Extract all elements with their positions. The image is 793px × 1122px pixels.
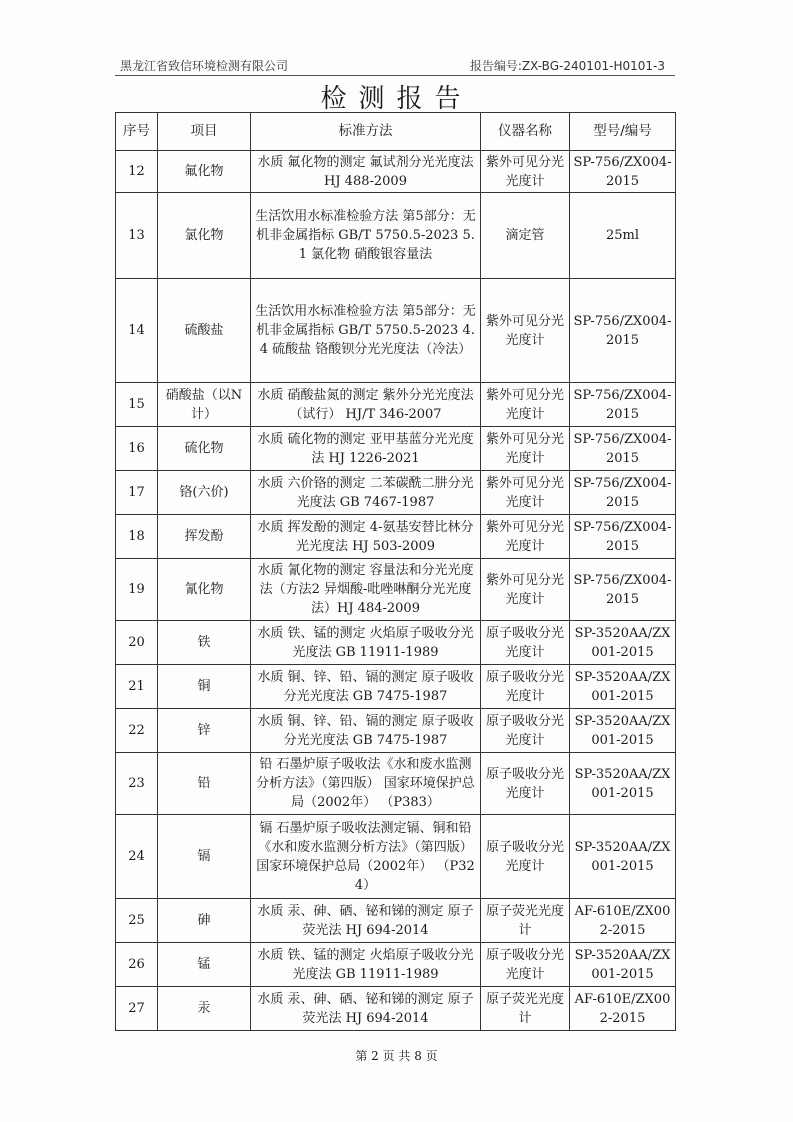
table-row	[116, 279, 676, 383]
company-name: 黑龙江省致信环境检测有限公司	[120, 59, 289, 73]
cell-instrument: 紫外可见分光光度计	[481, 383, 570, 427]
cell-method: 铅 石墨炉原子吸收法《水和废水监测分析方法》（第四版） 国家环境保护总局（2002年） （P383）	[251, 753, 481, 815]
cell-item: 铬(六价)	[158, 471, 251, 515]
cell-model: SP-3520AA/ZX001-2015	[570, 753, 676, 815]
report-number: 报告编号:ZX-BG-240101-H0101-3	[469, 59, 665, 73]
cell-method: 水质 氰化物的测定 容量法和分光光度法（方法2 异烟酸-吡唑啉酮分光光度法）HJ 484-2009	[251, 559, 481, 621]
cell-no: 19	[116, 559, 158, 621]
cell-method: 生活饮用水标准检验方法 第5部分：无机非金属指标 GB/T 5750.5-2023 5.1 氯化物 硝酸银容量法	[251, 193, 481, 279]
cell-no: 16	[116, 427, 158, 471]
cell-item: 铅	[158, 753, 251, 815]
cell-no: 24	[116, 815, 158, 899]
cell-no: 18	[116, 515, 158, 559]
cell-instrument: 紫外可见分光光度计	[481, 559, 570, 621]
cell-no: 17	[116, 471, 158, 515]
table-row	[116, 987, 676, 1031]
report-table	[115, 112, 676, 1031]
cell-model: SP-3520AA/ZX001-2015	[570, 943, 676, 987]
cell-model: SP-756/ZX004-2015	[570, 151, 676, 193]
cell-method: 水质 硝酸盐氮的测定 紫外分光光度法（试行） HJ/T 346-2007	[251, 383, 481, 427]
cell-no: 22	[116, 709, 158, 753]
cell-model: AF-610E/ZX002-2015	[570, 987, 676, 1031]
cell-method: 水质 挥发酚的测定 4-氨基安替比林分光光度法 HJ 503-2009	[251, 515, 481, 559]
table-row	[116, 383, 676, 427]
cell-model: SP-3520AA/ZX001-2015	[570, 709, 676, 753]
header-item: 项目	[158, 113, 251, 151]
cell-item: 汞	[158, 987, 251, 1031]
table-row	[116, 515, 676, 559]
cell-no: 15	[116, 383, 158, 427]
cell-instrument: 原子荧光光度计	[481, 899, 570, 943]
cell-no: 26	[116, 943, 158, 987]
cell-method: 水质 汞、砷、硒、铋和锑的测定 原子荧光法 HJ 694-2014	[251, 987, 481, 1031]
cell-instrument: 原子荧光光度计	[481, 987, 570, 1031]
cell-method: 水质 铁、锰的测定 火焰原子吸收分光光度法 GB 11911-1989	[251, 621, 481, 665]
table-row	[116, 193, 676, 279]
cell-method: 水质 铁、锰的测定 火焰原子吸收分光光度法 GB 11911-1989	[251, 943, 481, 987]
cell-no: 13	[116, 193, 158, 279]
cell-instrument: 紫外可见分光光度计	[481, 427, 570, 471]
table-row	[116, 815, 676, 899]
cell-item: 硫化物	[158, 427, 251, 471]
cell-model: 25ml	[570, 193, 676, 279]
header-rule	[115, 75, 675, 76]
cell-model: SP-3520AA/ZX001-2015	[570, 665, 676, 709]
cell-model: SP-756/ZX004-2015	[570, 383, 676, 427]
page-number: 第 2 页 共 8 页	[355, 1049, 438, 1063]
cell-method: 生活饮用水标准检验方法 第5部分：无机非金属指标 GB/T 5750.5-2023 4.4 硫酸盐 铬酸钡分光光度法（冷法）	[251, 279, 481, 383]
cell-instrument: 紫外可见分光光度计	[481, 471, 570, 515]
cell-item: 挥发酚	[158, 515, 251, 559]
cell-item: 铜	[158, 665, 251, 709]
table-row	[116, 471, 676, 515]
table-row	[116, 665, 676, 709]
cell-model: SP-3520AA/ZX001-2015	[570, 621, 676, 665]
cell-model: AF-610E/ZX002-2015	[570, 899, 676, 943]
table-row	[116, 709, 676, 753]
cell-item: 硫酸盐	[158, 279, 251, 383]
cell-item: 硝酸盐（以N计）	[158, 383, 251, 427]
table-row	[116, 427, 676, 471]
header-model: 型号/编号	[570, 113, 676, 151]
cell-item: 氟化物	[158, 151, 251, 193]
cell-item: 氯化物	[158, 193, 251, 279]
cell-model: SP-3520AA/ZX001-2015	[570, 815, 676, 899]
cell-method: 水质 铜、锌、铅、镉的测定 原子吸收分光光度法 GB 7475-1987	[251, 709, 481, 753]
cell-instrument: 原子吸收分光光度计	[481, 709, 570, 753]
page-title: 检测报告	[320, 84, 473, 114]
cell-method: 水质 六价铬的测定 二苯碳酰二肼分光光度法 GB 7467-1987	[251, 471, 481, 515]
table-row	[116, 943, 676, 987]
table-row	[116, 151, 676, 193]
cell-instrument: 原子吸收分光光度计	[481, 621, 570, 665]
header-no: 序号	[116, 113, 158, 151]
cell-method: 水质 硫化物的测定 亚甲基蓝分光光度法 HJ 1226-2021	[251, 427, 481, 471]
cell-model: SP-756/ZX004-2015	[570, 559, 676, 621]
table-row	[116, 899, 676, 943]
cell-no: 14	[116, 279, 158, 383]
cell-model: SP-756/ZX004-2015	[570, 279, 676, 383]
cell-method: 水质 氟化物的测定 氟试剂分光光度法 HJ 488-2009	[251, 151, 481, 193]
cell-no: 21	[116, 665, 158, 709]
cell-model: SP-756/ZX004-2015	[570, 427, 676, 471]
cell-item: 镉	[158, 815, 251, 899]
table-row	[116, 753, 676, 815]
cell-no: 12	[116, 151, 158, 193]
cell-no: 27	[116, 987, 158, 1031]
cell-item: 锌	[158, 709, 251, 753]
header-instrument: 仪器名称	[481, 113, 570, 151]
header-method: 标准方法	[251, 113, 481, 151]
cell-method: 水质 汞、砷、硒、铋和锑的测定 原子荧光法 HJ 694-2014	[251, 899, 481, 943]
cell-method: 水质 铜、锌、铅、镉的测定 原子吸收分光光度法 GB 7475-1987	[251, 665, 481, 709]
cell-no: 25	[116, 899, 158, 943]
cell-instrument: 原子吸收分光光度计	[481, 943, 570, 987]
table-row	[116, 621, 676, 665]
cell-model: SP-756/ZX004-2015	[570, 515, 676, 559]
cell-instrument: 原子吸收分光光度计	[481, 753, 570, 815]
table-row	[116, 559, 676, 621]
cell-instrument: 紫外可见分光光度计	[481, 279, 570, 383]
cell-no: 20	[116, 621, 158, 665]
cell-instrument: 原子吸收分光光度计	[481, 815, 570, 899]
cell-instrument: 紫外可见分光光度计	[481, 151, 570, 193]
cell-item: 砷	[158, 899, 251, 943]
cell-item: 铁	[158, 621, 251, 665]
cell-item: 锰	[158, 943, 251, 987]
cell-instrument: 紫外可见分光光度计	[481, 515, 570, 559]
cell-item: 氰化物	[158, 559, 251, 621]
cell-instrument: 原子吸收分光光度计	[481, 665, 570, 709]
cell-model: SP-756/ZX004-2015	[570, 471, 676, 515]
table-header-row	[116, 113, 676, 151]
cell-no: 23	[116, 753, 158, 815]
cell-instrument: 滴定管	[481, 193, 570, 279]
cell-method: 镉 石墨炉原子吸收法测定镉、铜和铅 《水和废水监测分析方法》（第四版） 国家环境保护总局（2002年） （P324）	[251, 815, 481, 899]
